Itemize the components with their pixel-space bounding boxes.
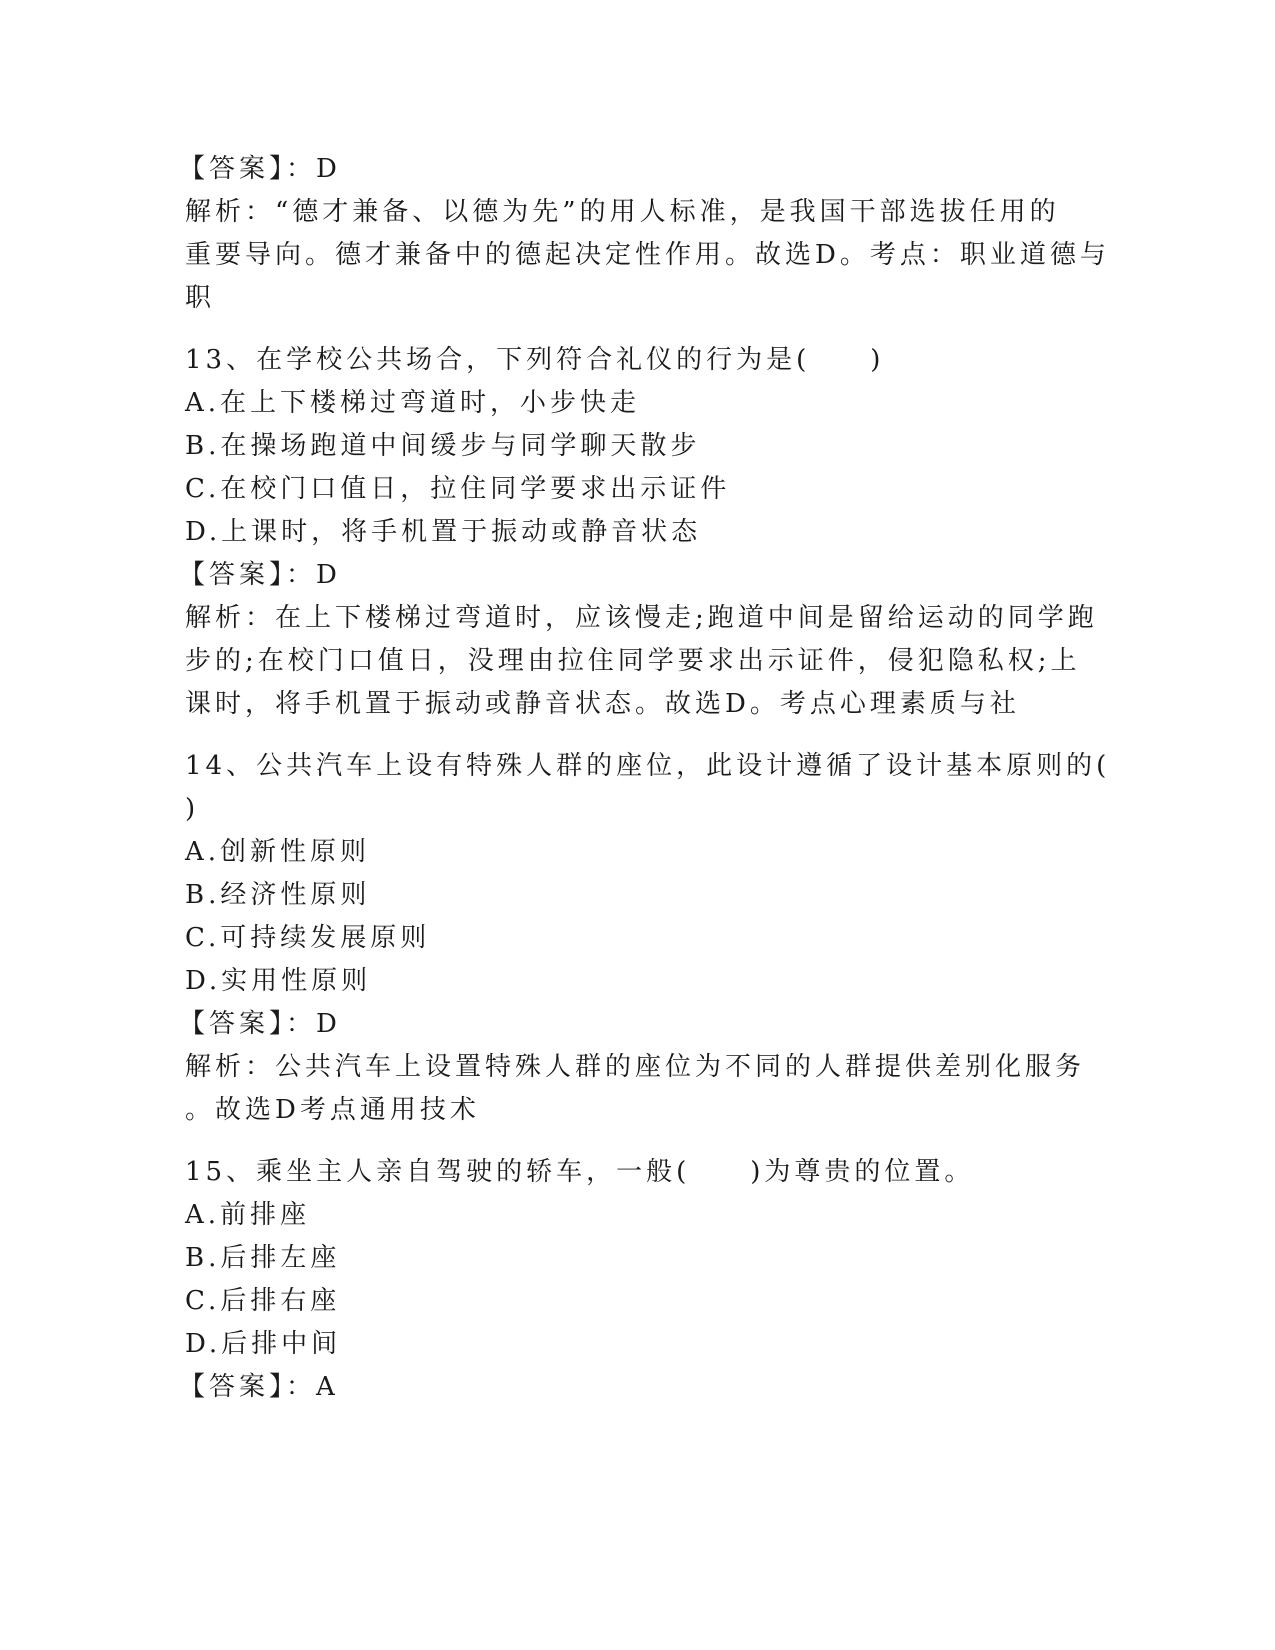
block-spacer [185, 1132, 1085, 1151]
block-spacer [185, 320, 1085, 339]
question-stem-continued: ) [185, 794, 200, 824]
analysis-line-1: 解析：在上下楼梯过弯道时，应该慢走;跑道中间是留给运动的同学跑 [185, 603, 1098, 633]
question-14-block [179, 745, 1111, 1132]
option-d: D.上课时，将手机置于振动或静音状态 [185, 517, 702, 547]
question-stem: 15、乘坐主人亲自驾驶的轿车，一般( )为尊贵的位置。 [185, 1157, 975, 1187]
analysis-line-2: 。故选D考点通用技术 [185, 1095, 480, 1125]
option-a: A.在上下楼梯过弯道时，小步快走 [185, 388, 641, 418]
answer-line: 【答案】：D [179, 560, 341, 590]
analysis-line-3: 课时，将手机置于振动或静音状态。故选D。考点心理素质与社 [185, 689, 1020, 719]
question-15-block [179, 1151, 1085, 1409]
document-page [179, 148, 1111, 1409]
analysis-line-1: 解析：公共汽车上设置特殊人群的座位为不同的人群提供差别化服务 [185, 1052, 1086, 1082]
answer-line: 【答案】：A [179, 1372, 339, 1402]
question-12-answer-block [179, 148, 1110, 320]
option-c: C.在校门口值日，拉住同学要求出示证件 [185, 474, 731, 504]
analysis-line-1: 解析：“德才兼备、以德为先”的用人标准，是我国干部选拔任用的 [185, 197, 1060, 227]
analysis-line-2: 重要导向。德才兼备中的德起决定性作用。故选D。考点：职业道德与 [185, 240, 1110, 270]
analysis-line-3: 职 [185, 283, 216, 313]
analysis-line-2: 步的;在校门口值日，没理由拉住同学要求出示证件，侵犯隐私权;上 [185, 646, 1081, 676]
option-a: A.创新性原则 [185, 837, 371, 867]
question-stem: 13、在学校公共场合，下列符合礼仪的行为是( ) [185, 345, 885, 375]
option-b: B.后排左座 [185, 1243, 341, 1273]
answer-line: 【答案】：D [179, 154, 341, 184]
answer-line: 【答案】：D [179, 1009, 341, 1039]
block-spacer [185, 726, 1085, 745]
option-b: B.经济性原则 [185, 880, 371, 910]
option-d: D.后排中间 [185, 1329, 342, 1359]
option-c: C.后排右座 [185, 1286, 341, 1316]
option-d: D.实用性原则 [185, 966, 372, 996]
option-a: A.前排座 [185, 1200, 311, 1230]
option-c: C.可持续发展原则 [185, 923, 431, 953]
option-b: B.在操场跑道中间缓步与同学聊天散步 [185, 431, 701, 461]
question-13-block [179, 339, 1098, 726]
question-stem: 14、公共汽车上设有特殊人群的座位，此设计遵循了设计基本原则的( [185, 751, 1111, 781]
